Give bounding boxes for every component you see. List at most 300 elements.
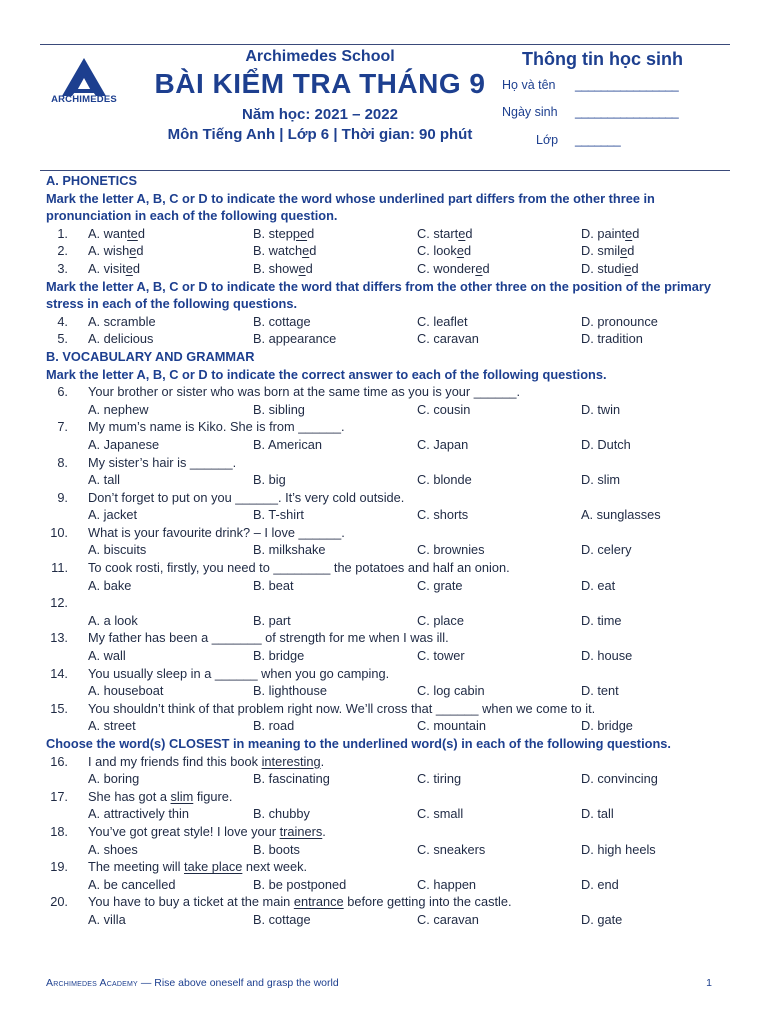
question-stem-row [46,489,722,507]
stem-text: You shouldn’t think of that problem right now. We’ll cross that ______ when we come to it. [88,700,596,716]
option-text: B. cottage [253,313,311,329]
answer-option[interactable] [253,612,291,630]
question-group-vocabulary [46,383,722,735]
answer-option[interactable] [581,841,656,859]
option-text: C. small [417,806,464,822]
answer-option[interactable] [88,260,140,278]
answer-option[interactable] [417,577,463,595]
answer-option[interactable] [88,717,136,735]
option-text: D. pronounce [581,313,658,329]
option-text: B. beat [253,577,294,593]
answer-option[interactable] [417,225,473,243]
answer-option[interactable] [253,805,310,823]
option-text: A. houseboat [88,683,164,699]
answer-options-row [46,225,722,243]
option-text: C. leaflet [417,313,468,329]
question-stem [88,700,595,718]
underlined-word: slim [170,788,194,804]
answer-options-row [46,876,722,894]
answer-options-row [46,612,722,630]
exam-subject: Môn Tiếng Anh | Lớp 6 | Thời gian: 90 phút [167,126,473,143]
question-number: 12. [50,595,68,611]
option-text: D. celery [581,542,632,558]
underlined-part: e [298,260,306,276]
underlined-word: entrance [293,894,344,910]
underlined-part: te [127,225,138,241]
option-text: A. nephew [88,401,149,417]
option-text: A. jacket [88,507,138,523]
answer-option[interactable] [253,313,311,331]
answer-option[interactable] [417,471,472,489]
answer-options-row [46,242,722,260]
question-number: 13. [50,630,68,646]
answer-option[interactable] [88,682,163,700]
answer-option[interactable] [253,471,286,489]
answer-options-row [46,506,722,524]
exam-title: BÀI KIỂM TRA THÁNG 9 [154,68,486,99]
exam-content [46,172,722,929]
option-text: B. big [253,472,286,488]
answer-option[interactable] [417,260,490,278]
option-text: A. be cancelled [88,876,176,892]
answer-option[interactable] [88,471,120,489]
question-stem-row [46,788,722,806]
answer-option[interactable] [88,577,131,595]
option-text: C. start [417,225,459,241]
question-number: 6. [57,384,68,400]
answer-option[interactable] [581,436,631,454]
underlined-word: trainers [279,823,323,839]
answer-option[interactable] [253,717,294,735]
answer-option[interactable] [581,612,622,630]
question-stem-row [46,594,722,612]
answer-option[interactable] [417,682,485,700]
name-blank[interactable]: ________________ [575,78,679,92]
question-group-pronunciation [46,225,722,278]
school-name: Archimedes School [245,48,395,65]
answer-option[interactable] [581,506,661,524]
option-text: d [305,260,313,276]
underlined-part: e [302,243,310,259]
answer-option[interactable] [581,313,658,331]
stem-text: before getting into the castle. [343,894,512,910]
answer-options-row [46,805,722,823]
answer-option[interactable] [253,506,304,524]
answer-option[interactable] [417,717,486,735]
footer-brand: Archimedes Academy [46,977,138,989]
stem-text: She has got a [88,788,171,804]
underlined-part: e [620,243,628,259]
option-text: A. wall [88,648,126,664]
option-text: A. attractively thin [88,806,189,822]
answer-option[interactable] [253,436,322,454]
option-text: C. mountain [417,718,486,734]
answer-option[interactable] [88,647,126,665]
option-text: A. street [88,718,136,734]
answer-option[interactable] [88,612,138,630]
option-text: B. road [253,718,295,734]
question-number: 4. [57,313,68,329]
question-number: 17. [50,788,68,804]
option-text: C. grate [417,577,463,593]
question-number: 20. [50,894,68,910]
answer-option[interactable] [88,313,156,331]
question-number: 9. [57,489,68,505]
option-text: d [309,243,317,259]
answer-option[interactable] [88,541,146,559]
option-text: C. tiring [417,771,462,787]
answer-option[interactable] [88,506,137,524]
option-text: D. Dutch [581,436,631,452]
option-text: B. appearance [253,331,337,347]
answer-options-row [46,471,722,489]
answer-option[interactable] [581,770,658,788]
stem-text: What is your favourite drink? – I love ______. [88,524,345,540]
question-stem-row [46,629,722,647]
question-stem-row [46,383,722,401]
answer-option[interactable] [253,260,313,278]
answer-option[interactable] [253,647,304,665]
answer-option[interactable] [253,577,294,595]
underlined-part: e [625,225,633,241]
answer-option[interactable] [581,541,632,559]
option-text: D. tradition [581,331,643,347]
option-text: B. chubby [253,806,310,822]
answer-option[interactable] [417,612,464,630]
answer-option[interactable] [253,841,300,859]
answer-option[interactable] [581,260,639,278]
option-text: D. house [581,648,633,664]
option-text: C. sneakers [417,841,486,857]
stem-text: My father has been a _______ of strength for me when I was ill. [88,630,449,646]
answer-option[interactable] [581,577,615,595]
option-text: B. fascinating [253,771,330,787]
header-top-rule [40,44,730,45]
answer-option[interactable] [88,770,139,788]
answer-option[interactable] [417,242,471,260]
header-bottom-rule [40,170,730,171]
option-text: B. step [253,225,293,241]
answer-option[interactable] [581,242,634,260]
option-text: B. part [253,612,291,628]
question-stem-row [46,893,722,911]
stem-text: You usually sleep in a ______ when you go camping. [88,665,390,681]
section-b-instruction-1: Mark the letter A, B, C or D to indicate the correct answer to each of the following questions. [46,366,607,382]
answer-options-row [46,541,722,559]
answer-option[interactable] [581,876,619,894]
question-number: 8. [57,454,68,470]
option-text: C. caravan [417,911,479,927]
question-number: 5. [57,331,68,347]
answer-option[interactable] [581,471,620,489]
answer-option[interactable] [417,313,468,331]
underlined-word: take place [184,859,243,875]
option-text: D. convincing [581,771,658,787]
option-text: C. brownies [417,542,485,558]
answer-option[interactable] [253,682,327,700]
answer-options-row [46,436,722,454]
answer-option[interactable] [417,876,476,894]
option-text: A. boring [88,771,140,787]
option-text: C. log cabin [417,683,485,699]
answer-option[interactable] [417,330,479,348]
school-year: Năm học: 2021 – 2022 [242,106,398,123]
option-text: C. tower [417,648,465,664]
answer-options-row [46,577,722,595]
option-text: B. American [253,436,322,452]
answer-option[interactable] [253,911,311,929]
option-text: A. bake [88,577,132,593]
stem-text: My sister’s hair is ______. [88,454,237,470]
answer-option[interactable] [581,330,643,348]
answer-options-row [46,260,722,278]
option-text: A. biscuits [88,542,147,558]
option-text: C. cousin [417,401,471,417]
stem-text: My mum’s name is Kiko. She is from ______. [88,419,345,435]
question-stem [88,383,520,401]
option-text: D. tall [581,806,614,822]
stem-text: figure. [193,788,233,804]
option-text: d [136,243,144,259]
question-number: 7. [57,419,68,435]
answer-option[interactable] [581,911,622,929]
option-text: A. wan [88,225,128,241]
question-stem-row [46,524,722,542]
answer-option[interactable] [88,401,148,419]
question-number: 1. [57,225,68,241]
answer-option[interactable] [581,401,620,419]
question-stem-row [46,418,722,436]
option-text: A. villa [88,911,126,927]
option-text: C. happen [417,876,477,892]
section-b-instruction-2: Choose the word(s) CLOSEST in meaning to the underlined word(s) in each of the following questions. [46,736,671,751]
question-stem [88,788,232,806]
answer-option[interactable] [581,647,632,665]
question-stem-row [46,665,722,683]
question-number: 14. [50,665,68,681]
option-text: D. end [581,876,619,892]
option-text: d [482,260,490,276]
underlined-part: e [475,260,483,276]
answer-option[interactable] [417,805,463,823]
question-stem-row [46,700,722,718]
option-text: B. milkshake [253,542,326,558]
answer-option[interactable] [88,841,138,859]
option-text: A. sunglasses [581,507,661,523]
answer-option[interactable] [417,770,461,788]
option-text: D. eat [581,577,616,593]
option-text: D. studi [581,260,625,276]
question-number: 11. [51,560,68,576]
option-text: C. caravan [417,331,479,347]
option-text: C. shorts [417,507,469,523]
question-stem-row [46,753,722,771]
answer-option[interactable] [88,911,126,929]
option-text: d [465,225,473,241]
option-text: D. tent [581,683,619,699]
dob-label: Ngày sinh [502,105,558,119]
footer-tagline: — Rise above oneself and grasp the world [137,977,339,989]
answer-option[interactable] [417,506,468,524]
option-text: d [307,225,315,241]
answer-options-row [46,770,722,788]
option-text: A. shoes [88,841,138,857]
option-text: d [631,260,639,276]
section-a-instruction-1: Mark the letter A, B, C or D to indicate the word whose underlined part differs from the other three in pronunciation in each of the following question. [46,190,655,224]
stem-text: The meeting will [88,859,185,875]
question-stem [88,753,324,771]
option-text: A. scramble [88,313,156,329]
option-text: D. smil [581,243,621,259]
answer-option[interactable] [417,647,465,665]
answer-option[interactable] [581,717,633,735]
underlined-part: e [458,225,466,241]
option-text: B. watch [253,243,303,259]
stem-text: . [320,753,325,769]
section-b-title: B. VOCABULARY AND GRAMMAR [46,348,255,364]
answer-option[interactable] [253,401,305,419]
question-stem [88,524,345,542]
stem-text: Don’t forget to put on you ______. It’s very cold outside. [88,489,405,505]
answer-option[interactable] [581,225,639,243]
answer-option[interactable] [88,436,159,454]
answer-option[interactable] [417,401,470,419]
option-text: B. boots [253,841,300,857]
question-stem [88,559,510,577]
option-text: C. place [417,612,464,628]
answer-option[interactable] [581,805,614,823]
answer-option[interactable] [253,225,314,243]
underlined-part: e [456,243,464,259]
answer-option[interactable] [88,225,145,243]
answer-option[interactable] [253,330,336,348]
answer-option[interactable] [88,805,189,823]
stem-text: next week. [242,859,308,875]
option-text: B. sibling [253,401,305,417]
question-number: 2. [57,243,68,259]
stem-text: You have to buy a ticket at the main [88,894,294,910]
answer-option[interactable] [88,242,144,260]
option-text: C. wonder [417,260,476,276]
answer-options-row [46,401,722,419]
answer-option[interactable] [88,330,153,348]
option-text: d [137,225,145,241]
underlined-part: pe [292,225,308,241]
option-text: D. twin [581,401,621,417]
answer-options-row [46,911,722,929]
answer-option[interactable] [253,541,326,559]
stem-text: Your brother or sister who was born at the same time as you is your ______. [88,384,521,400]
answer-options-row [46,841,722,859]
question-stem [88,893,512,911]
option-text: C. Japan [417,436,469,452]
answer-option[interactable] [417,841,485,859]
option-text: A. visit [88,260,126,276]
option-text: D. high heels [581,841,656,857]
option-text: B. bridge [253,648,305,664]
class-label: Lớp [536,133,559,147]
class-blank[interactable]: _______ [575,133,621,147]
name-label: Họ và tên [502,78,556,92]
option-text: A. Japanese [88,436,160,452]
answer-option[interactable] [417,911,479,929]
option-text: A. tall [88,472,121,488]
option-text: d [632,225,640,241]
answer-option[interactable] [253,876,346,894]
stem-text: . [322,823,326,839]
question-group-synonyms [46,753,722,929]
answer-option[interactable] [417,436,468,454]
underlined-part: e [125,260,133,276]
stem-text: To cook rosti, firstly, you need to ________ the potatoes and half an onion. [88,560,510,576]
logo-wordmark: ARCHIMEDES [51,94,117,105]
underlined-part: e [129,243,137,259]
question-stem [88,454,236,472]
option-text: d [132,260,140,276]
question-number: 3. [57,260,68,276]
question-stem-row [46,858,722,876]
question-stem [88,489,404,507]
answer-options-row [46,682,722,700]
question-number: 15. [50,700,68,716]
option-text: A. wish [88,243,130,259]
option-text: D. time [581,612,622,628]
question-group-stress [46,313,722,348]
answer-options-row [46,647,722,665]
option-text: A. a look [88,612,138,628]
answer-option[interactable] [253,242,316,260]
underlined-part: e [624,260,632,276]
question-stem [88,629,449,647]
answer-options-row [46,717,722,735]
question-stem-row [46,823,722,841]
question-stem [88,665,389,683]
student-info-title: Thông tin học sinh [522,49,683,69]
question-stem [88,858,307,876]
option-text: B. cottage [253,911,311,927]
question-number: 18. [50,823,68,839]
stem-text: I and my friends find this book [88,753,262,769]
option-text: d [627,243,635,259]
option-text: B. lighthouse [253,683,327,699]
section-a-title: A. PHONETICS [46,173,138,188]
option-text: C. look [417,243,457,259]
option-text: B. show [253,260,299,276]
option-text: A. delicious [88,331,154,347]
question-number: 19. [50,859,68,875]
underlined-word: interesting [261,753,321,769]
question-stem [88,418,345,436]
page-number: 1 [706,977,712,989]
option-text: D. bridge [581,718,633,734]
dob-blank[interactable]: ________________ [575,105,679,119]
stem-text: You’ve got great style! I love your [88,823,280,839]
option-text: B. T-shirt [253,507,304,523]
option-text: D. paint [581,225,626,241]
option-text: B. be postponed [253,876,347,892]
answer-option[interactable] [88,876,176,894]
answer-option[interactable] [253,770,330,788]
footer [46,977,339,989]
question-number: 16. [50,753,68,769]
option-text: D. gate [581,911,623,927]
answer-option[interactable] [417,541,485,559]
section-a-instruction-2: Mark the letter A, B, C or D to indicate the word that differs from the other three on the position of the primary stress in each of the following questions. [46,278,712,312]
question-stem-row [46,454,722,472]
answer-option[interactable] [581,682,619,700]
question-number: 10. [50,524,68,540]
answer-options-row [46,330,722,348]
